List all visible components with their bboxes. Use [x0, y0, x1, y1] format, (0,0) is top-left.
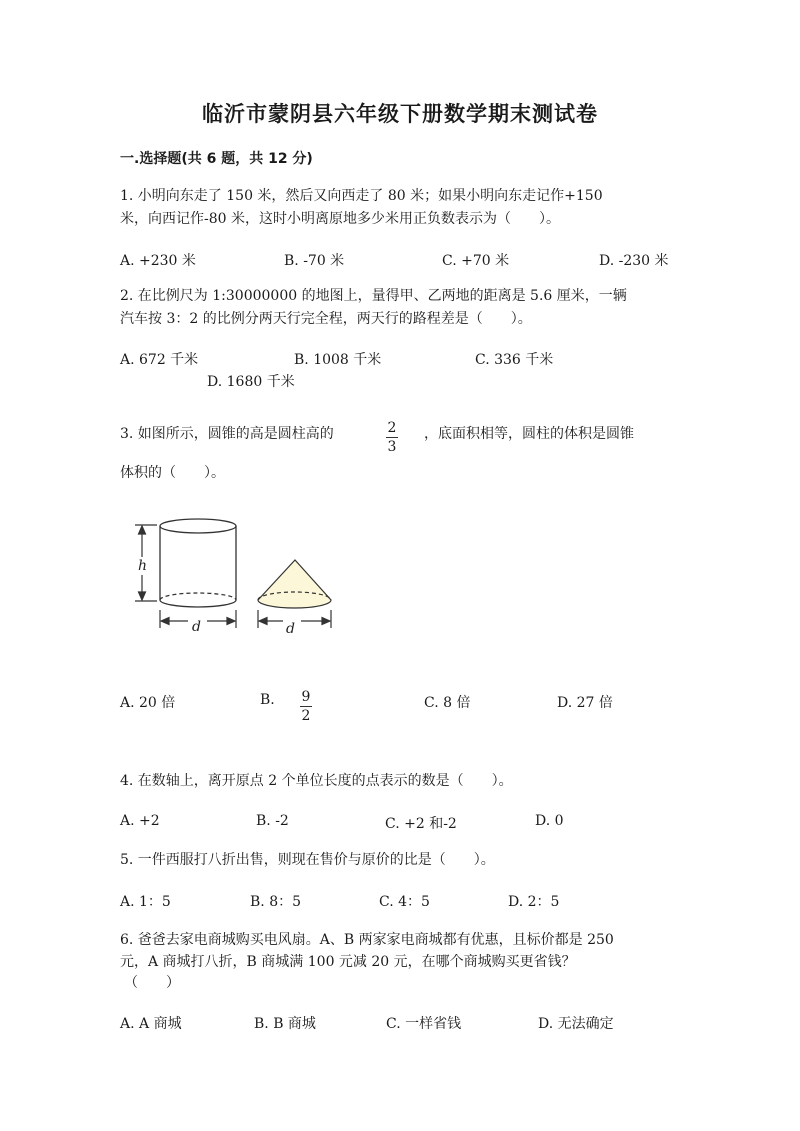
q4-option-d[interactable]: D. 0	[535, 813, 564, 829]
q3-option-d[interactable]: D. 27 倍	[557, 695, 613, 711]
fraction-bar	[300, 706, 312, 707]
fraction-numerator: 2	[387, 420, 397, 436]
q5-option-b[interactable]: B. 8：5	[250, 894, 302, 910]
cylinder-cone-figure	[125, 515, 345, 640]
q3-option-b[interactable]: B.	[260, 692, 275, 708]
diameter-label-cone: d	[286, 621, 295, 637]
fraction-two-thirds	[386, 417, 398, 455]
q5-option-d[interactable]: D. 2：5	[508, 894, 560, 910]
diameter-label-cylinder: d	[192, 619, 201, 635]
section-heading: 一.选择题(共 6 题，共 12 分)	[120, 151, 313, 167]
question-2-line-2: 汽车按 3：2 的比例分两天行完全程，两天行的路程差是（ ）。	[120, 311, 532, 327]
question-3-part-2: ，底面积相等，圆柱的体积是圆锥	[424, 426, 634, 442]
question-1-line-1: 1. 小明向东走了 150 米，然后又向西走了 80 米；如果小明向东走记作+150	[120, 188, 603, 204]
question-6-line-1: 6. 爸爸去家电商城购买电风扇。A、B 两家家电商城都有优惠，且标价都是 250	[120, 932, 614, 948]
question-4-line-1: 4. 在数轴上，离开原点 2 个单位长度的点表示的数是（ ）。	[120, 773, 513, 789]
fraction-bar	[386, 437, 398, 438]
question-5-line-1: 5. 一件西服打八折出售，则现在售价与原价的比是（ ）。	[120, 852, 495, 868]
q4-option-a[interactable]: A. +2	[120, 813, 160, 829]
q1-option-b[interactable]: B. -70 米	[284, 253, 345, 269]
question-2-line-1: 2. 在比例尺为 1:30000000 的地图上，量得甲、乙两地的距离是 5.6 厘米，一辆	[120, 288, 627, 304]
question-1-line-2: 米，向西记作-80 米，这时小明离原地多少米用正负数表示为（ ）。	[120, 211, 560, 227]
q2-option-c[interactable]: C. 336 千米	[475, 352, 554, 368]
question-6-line-2: 元，A 商城打八折，B 商城满 100 元减 20 元，在哪个商城购买更省钱？	[120, 954, 576, 970]
fraction-denominator: 3	[387, 439, 397, 455]
q1-option-d[interactable]: D. -230 米	[599, 253, 669, 269]
q6-option-c[interactable]: C. 一样省钱	[386, 1016, 462, 1032]
q3-option-a[interactable]: A. 20 倍	[120, 695, 176, 711]
q4-option-c[interactable]: C. +2 和-2	[385, 816, 457, 832]
cylinder-shape	[160, 519, 236, 607]
q6-option-b[interactable]: B. B 商城	[254, 1016, 316, 1032]
fraction-numerator: 9	[301, 689, 311, 705]
q3-option-c[interactable]: C. 8 倍	[424, 695, 471, 711]
q2-option-d[interactable]: D. 1680 千米	[207, 374, 295, 390]
q6-option-a[interactable]: A. A 商城	[120, 1016, 182, 1032]
question-6-answer-blank: （ ）	[124, 975, 180, 991]
height-label: h	[138, 558, 148, 574]
q2-option-b[interactable]: B. 1008 千米	[294, 352, 382, 368]
q4-option-b[interactable]: B. -2	[256, 813, 289, 829]
q2-option-a[interactable]: A. 672 千米	[120, 352, 199, 368]
fraction-denominator: 2	[301, 708, 311, 724]
question-3-part-1: 3. 如图所示，圆锥的高是圆柱高的	[120, 426, 334, 442]
q1-option-a[interactable]: A. +230 米	[120, 253, 196, 269]
page-title: 临沂市蒙阴县六年级下册数学期末测试卷	[202, 102, 598, 126]
cone-shape	[258, 560, 331, 608]
q5-option-a[interactable]: A. 1：5	[120, 894, 171, 910]
question-3-line-2: 体积的（ ）。	[120, 465, 225, 481]
q6-option-d[interactable]: D. 无法确定	[538, 1016, 614, 1032]
q5-option-c[interactable]: C. 4：5	[379, 894, 430, 910]
fraction-nine-halves	[300, 686, 312, 724]
q1-option-c[interactable]: C. +70 米	[442, 253, 510, 269]
